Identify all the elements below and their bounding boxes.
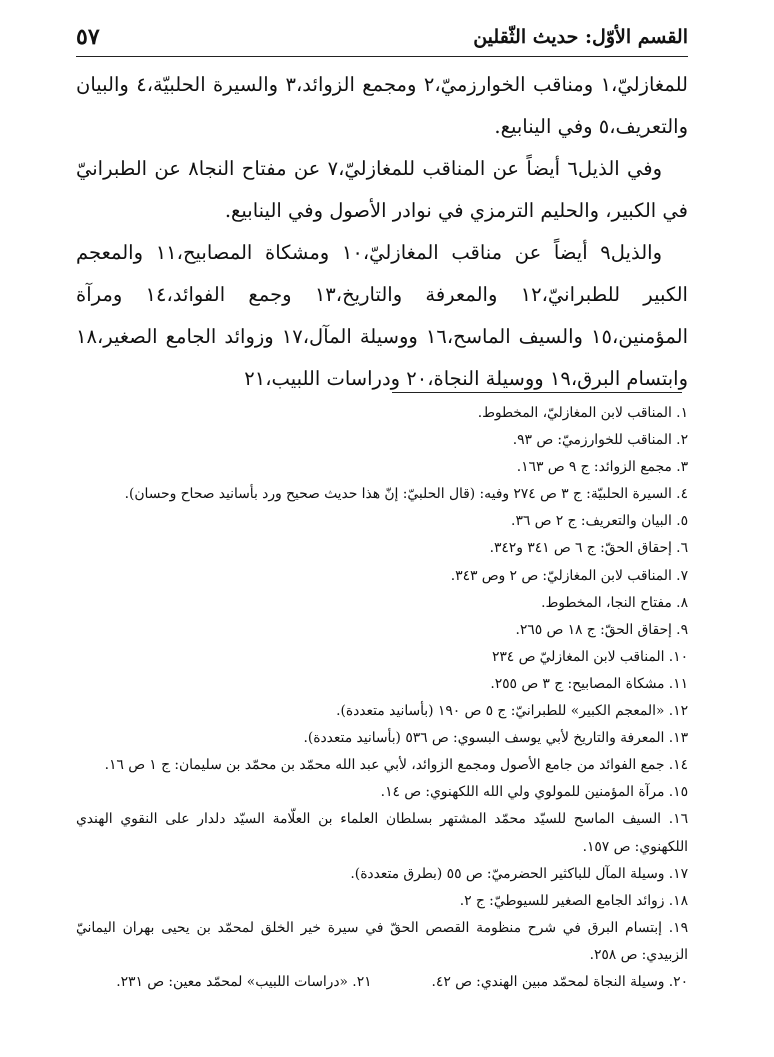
footnote: ٢١. «دراسات اللبيب» لمحمّد معين: ص ٢٣١. (116, 973, 372, 990)
page-number: ٥٧ (76, 24, 100, 50)
footnote: ١. المناقب لابن المغازليّ، المخطوط. (477, 405, 688, 421)
footnote: ٧. المناقب لابن المغازليّ: ص ٢ وص ٣٤٣. (450, 567, 688, 584)
footnote: ١٦. السيف الماسح للسيّد محمّد المشتهر بسلطان العلماء بن العلّامة السيّد دلدار على النقوي الهندي اللكهنوي: ص ١٥٧. (76, 811, 688, 855)
footnote: ٢٠. وسيلة النجاة لمحمّد مبين الهندي: ص ٤٢. (431, 973, 688, 990)
footnote: ٢. المناقب للخوارزميّ: ص ٩٣. (512, 432, 688, 449)
footnote: ١٨. زوائد الجامع الصغير للسيوطيّ: ج ٢. (459, 892, 688, 909)
footnote: ١١. مشكاة المصابيح: ج ٣ ص ٢٥٥. (490, 675, 688, 692)
header-title: القسم الأوّل: حديث الثّقلين (473, 26, 688, 48)
footnote: ٥. البيان والتعريف: ج ٢ ص ٣٦. (511, 513, 688, 530)
footnote: ١٧. وسيلة المآل للباكثير الحضرميّ: ص ٥٥ (بطرق متعددة). (350, 865, 688, 882)
footnote: ٣. مجمع الزوائد: ج ٩ ص ١٦٣. (516, 459, 688, 476)
paragraph: وفي الذيل٦ أيضاً عن المناقب للمغازليّ،٧ عن مفتاح النجا٨ عن الطبرانيّ في الكبير، والحليم الترمزي في نوادر الأصول وفي الينابيع. (76, 157, 688, 222)
footnote-separator (392, 392, 682, 393)
main-text (76, 64, 688, 400)
footnote: ١٤. جمع الفوائد من جامع الأصول ومجمع الزوائد، لأبي عبد الله محمّد بن محمّد بن سليمان: ج ١ ص ١٦. (104, 757, 688, 774)
footnotes (76, 400, 688, 996)
footnote: ١٩. إبتسام البرق في شرح منظومة القصص الحقّ في سيرة خير الخلق لمحمّد بن يحيى بهران اليمانيّ الزبيدي: ص ٢٥٨. (76, 919, 688, 963)
running-header (76, 22, 688, 57)
footnote: ٨. مفتاح النجا، المخطوط. (541, 594, 688, 611)
footnote: ١٣. المعرفة والتاريخ لأبي يوسف البسوي: ص ٥٣٦ (بأسانيد متعددة). (303, 730, 688, 747)
footnote-row (76, 969, 688, 996)
footnote: ١٢. «المعجم الكبير» للطبرانيّ: ج ٥ ص ١٩٠ (بأسانيد متعددة). (336, 703, 688, 720)
footnote: ١٥. مرآة المؤمنين للمولوي ولي الله اللكهنوي: ص ١٤. (380, 784, 688, 801)
footnote: ٤. السيرة الحلبيّة: ج ٣ ص ٢٧٤ وفيه: (قال الحلبيّ: إنّ هذا حديث صحيح ورد بأسانيد صحاح وحسان). (124, 486, 688, 503)
footnote: ٦. إحقاق الحقّ: ج ٦ ص ٣٤١ و٣٤٢. (489, 540, 688, 557)
footnote: ١٠. المناقب لابن المغازليّ ص ٢٣٤ (491, 648, 688, 665)
paragraph: والذيل٩ أيضاً عن مناقب المغازليّ،١٠ ومشكاة المصابيح،١١ والمعجم الكبير للطبرانيّ،١٢ والمعرفة والتاريخ،١٣ وجمع الفوائد،١٤ ومرآة المؤمنين،١٥ والسيف الماسح،١٦ ووسيلة المآل،١٧ وزوائد الجامع الصغير،١٨ وابتسام البرق،١٩ ووسيلة النجاة،٢٠ ودراسات اللبيب،٢١ (76, 241, 688, 390)
paragraph: للمغازليّ،١ ومناقب الخوارزميّ،٢ ومجمع الزوائد،٣ والسيرة الحلبيّة،٤ والبيان والتعريف،٥ وفي الينابيع. (76, 73, 688, 138)
footnote: ٩. إحقاق الحقّ: ج ١٨ ص ٢٦٥. (515, 621, 688, 638)
